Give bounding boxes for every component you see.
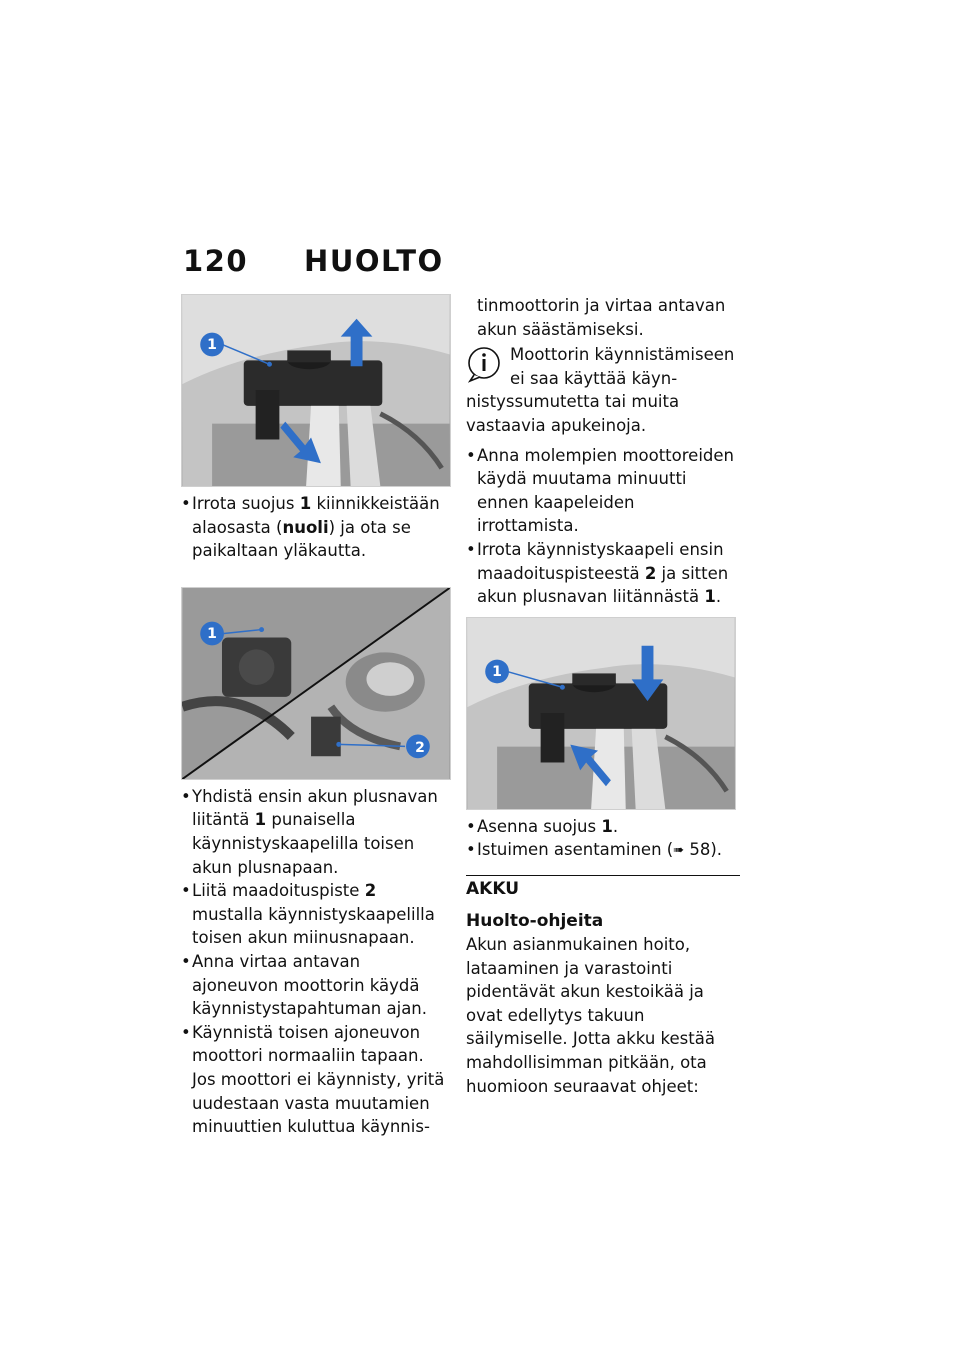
list-item: • Irrota käynnistyskaapeli ensin maadoituspisteestä 2 ja sitten akun plusnavan liitännästä 1.	[466, 538, 740, 609]
step-list-2	[181, 785, 451, 1139]
photo-cover-install	[466, 617, 736, 810]
page-reference[interactable]: 58	[689, 840, 711, 860]
list-item: • Istuimen asentaminen (➠ 58).	[466, 838, 740, 863]
list-item: • Asenna suojus 1.	[466, 815, 740, 839]
note-text-line1: Moottorin käynnistämiseen ei saa käyttää käyn-	[510, 345, 735, 388]
photo-jump-start-points	[181, 587, 451, 780]
note-text-rest: nistyssumutetta tai muita vastaavia apukeinoja.	[466, 392, 680, 435]
page-number: 120	[183, 244, 249, 278]
section-title: HUOLTO	[304, 244, 444, 278]
step-list-3	[466, 444, 740, 609]
list-item: • Käynnistä toisen ajoneuvon moottori normaaliin tapaan. Jos moottori ei käynnisty, yritä uudestaan vasta muutamien minuuttien kuluttua käynnis-	[181, 1021, 451, 1139]
section-divider	[466, 875, 740, 876]
callout-1: 1	[492, 663, 502, 680]
right-column	[466, 294, 740, 1098]
cover-removal-illustration	[182, 295, 450, 486]
photo-cover-removal	[181, 294, 451, 487]
list-item: • Yhdistä ensin akun plusnavan liitäntä 1 punaisella käynnistyskaapelilla toisen akun plusnapaan.	[181, 785, 451, 879]
list-item: • Liitä maadoituspiste 2 mustalla käynnistyskaapelilla toisen akun miinusnapaan.	[181, 879, 451, 950]
step-list-1	[181, 492, 451, 563]
cover-install-illustration	[467, 618, 735, 809]
step-list-4	[466, 815, 740, 863]
callout-1: 1	[207, 625, 217, 642]
list-item: • Anna virtaa antavan ajoneuvon moottorin käydä käynnistystapahtuman ajan.	[181, 950, 451, 1021]
info-note	[466, 343, 740, 437]
page-header	[183, 244, 444, 278]
page-reference-arrow-icon: ➠	[673, 843, 685, 859]
left-column	[181, 294, 451, 1139]
subsection-heading: Huolto-ohjeita	[466, 910, 604, 931]
callout-2: 2	[415, 739, 425, 756]
list-item: • Irrota suojus 1 kiinnikkeistään alaosasta (nuoli) ja ota se paikaltaan yläkautta.	[181, 492, 451, 563]
info-icon	[466, 345, 502, 383]
continued-text: tinmoottorin ja virtaa antavan akun säästämiseksi.	[477, 296, 726, 339]
body-paragraph: Akun asianmukainen hoito, lataaminen ja varastointi pidentävät akun kestoikää ja ovat edellytys takuun säilymiselle. Jotta akku kestää mahdollisimman pitkään, ota huomioon seuraavat ohjeet:	[466, 935, 715, 1096]
section-heading: AKKU	[466, 878, 520, 899]
jump-start-illustration	[182, 588, 450, 779]
list-item: • Anna molempien moottoreiden käydä muutama minuutti ennen kaapeleiden irrottamista.	[466, 444, 740, 538]
callout-1: 1	[207, 337, 217, 353]
